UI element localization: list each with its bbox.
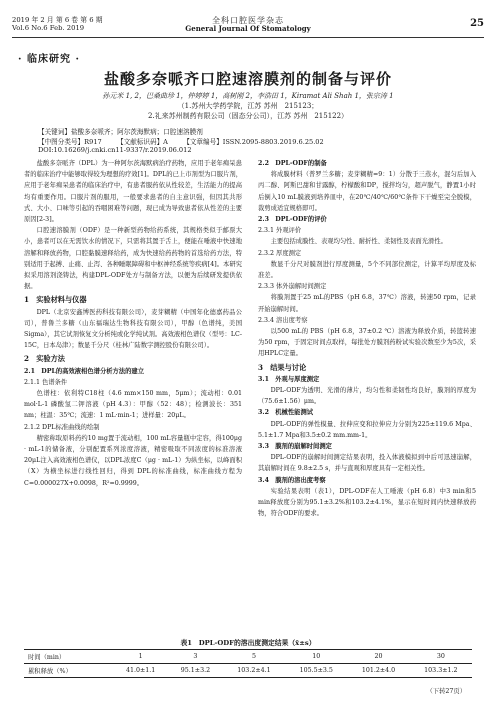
section-heading: 2.3 DPL-ODF的评价: [258, 216, 327, 224]
keywords: 【关键词】盐酸多奈哌齐；阿尔茨海默病；口腔速溶膜剂: [38, 128, 203, 136]
section-heading: 2 实验方法: [24, 354, 65, 364]
header-rule: [12, 37, 484, 38]
paragraph: 色谱柱：依利特C18柱（4.6 mm×150 mm，5μm）；流动相：0.01 mol·L-1 磷酸氢二钾溶液（pH 4.3）：甲醇（52：48）；检测波长：351 nm；柱温：35℃；流速：1 mL·min-1；进样量：20μL。: [24, 390, 242, 420]
paragraph: DPL-ODF的弹性模量、拉伸应变和拉伸应力分别为225±119.6 Mpa、5.1±1.7 Mpa和3.5±0.2 mm.mm-1。: [258, 420, 476, 439]
section-heading: 3.3 膜剂的崩解时间测定: [258, 443, 332, 451]
continued-note: （下转27页）: [426, 688, 466, 695]
section-heading: 2.3.2 厚度测定: [258, 249, 302, 257]
paragraph: 精密称取原料药约10 mg置于流动相，100 mL容量瓶中定容，得100μg · mL-1的储备液，分别配置系列浓度溶液，精密吸取不同浓度的标准溶液20μL注入高效液相色谱仪，以DPL浓度C（μg · mL-1）为纵坐标，以峰面积（X）为横坐标进行线性回归，得到 DPL的标准曲线，标准曲线方程为C=0.000027X+0.0098，R²=0.9999。: [24, 434, 242, 487]
body-column-left: [24, 158, 242, 489]
table-cell: 3: [168, 650, 223, 664]
clc-number: 【中图分类号】R917: [38, 138, 102, 146]
section-heading: 2.1.2 DPL标准曲线的绘制: [24, 423, 100, 431]
paragraph: 实验结果表明（表1），DPL-ODF在人工唾液（pH 6.8）中3 min和5 min释放度分别为95.1±3.2%和103.2±4.1%，显示在短时间内快速释放药物，符合ODF的要求。: [258, 487, 476, 518]
journal-name-en: General Journal Of Stomatology: [185, 24, 311, 33]
table-cell: 1: [113, 650, 168, 664]
author-list: 孙元米 1, 2，巴桑曲珍 1，仲婷婷 1，高树刚 2，李浩田 1，Kiramat Ali Shah 1，张宗涛 1: [102, 92, 394, 100]
paragraph: 将膜剂置于25 mL的PBS（pH 6.8，37℃）溶液，转速50 rpm，记录开始崩解时间。: [258, 294, 476, 313]
page-number: 25: [470, 18, 484, 29]
paragraph: 口腔速溶膜剂（ODF）是一种新型药物给药系统，其规格类似于邮票大小，患者可以在无需饮水的情况下，只需将其置于舌上，便能在唾液中快速地溶解和释放药物，口腔黏膜速释给药，成为快速给药药物的首选给药方法，特别适用于起搏、止痛、止泻、各种睡眠障碍和中枢神经系统等疾病[4]。本研究拟采用溶剂浇铸法，构建DPL-ODF处方与制备方法，以便为后续研发提供依据。: [24, 227, 242, 291]
doi: DOI:10.16269/j.cnki.cn11-9337/r.2019.06.012: [38, 146, 192, 154]
paragraph: 将成膜材料（普罗兰多糖；麦芽糊精=9：1）分散于三蒸水，混匀后加入丙二醇、阿斯巴甜和甘露醇，柠檬酸和DP，搅拌均匀，超声脱气，静置1小时后倒入10 mL膜液到培养皿中，在20℃/40℃/60℃条件下干燥至完全脱模，裁剪成适宜规格即可。: [258, 171, 476, 212]
document-code: 【文献标识码】A: [117, 138, 168, 146]
paragraph: 以500 mL的 PBS（pH 6.8，37±0.2 ℃）溶液为释放介质，转篮转速为50 rpm，于固定时间点取样，每批处方膜剂药粉试实验次数至少为5次，采用HPLC定量。: [258, 328, 476, 358]
affiliation-1: （1.苏州大学药学院，江苏 苏州 215123；: [177, 102, 319, 110]
classification-meta: [38, 136, 324, 146]
article-issn: 【文章编号】ISSN.2095-8803.2019.6.25.02: [183, 138, 324, 146]
dissolution-table: [24, 649, 472, 678]
table-caption: 表1 DPL-ODF的溶出度测定结果（x̄±s）: [180, 639, 316, 647]
paragraph: DPL（北京安鑫博医药科技有限公司），麦芽糊精（中国年化德嘉药品公司），普鲁兰多糖（山东福瑞达生物科技有限公司），甲醇（色谱纯，美国 Sigma），其它试剂恢复文分析纯或化学纯试剂。高效液相色谱仪（型号：LC-15C，日本岛津）；数显千分尺（桂林广陆数字测控股份有限公司）。: [24, 308, 242, 350]
section-heading: 2.2 DPL-ODF的制备: [258, 160, 327, 167]
table-cell: 101.2±4.0: [347, 664, 409, 678]
paragraph: 数显千分尺对膜剂进行厚度测量，5个不同部位测定，计算平均厚度及标准差。: [258, 260, 476, 280]
journal-name-cn: 全科口腔医学杂志: [212, 16, 284, 25]
table-cell: 10: [285, 650, 347, 664]
table-cell: 105.5±3.5: [285, 664, 347, 678]
affiliation-2: 2.礼来苏州制药有限公司（固态分公司），江苏 苏州 215122）: [147, 112, 349, 120]
body-column-right: [258, 158, 476, 520]
issue-date-en: Vol.6 No.6 Feb. 2019: [12, 24, 85, 32]
table-cell: 30: [410, 650, 472, 664]
section-label: · 临床研究 ·: [18, 54, 80, 65]
paragraph: 盐酸多奈哌齐（DPL）为一种阿尔茨海默病治疗药物，应用于老年痴呆患者的临床治疗中能够取得较为理想的疗效[1]。DPL的已上市剂型为口服片剂，应用于老年痴呆患者的临床治疗中，有患者服药依从性较差，生活能力的提高均有重要作用。口服片剂的服用，一般要求患者的自主意识强，但因其共形式、大小、口味等引起的吞咽困难等问题，现已成为导致患者依从性差的主要原因[2-3]。: [24, 160, 242, 224]
table-cell: 5: [223, 650, 285, 664]
section-heading: 3 结果与讨论: [258, 362, 307, 372]
paragraph: 主要包括成膜性、表观均匀性、耐折性、柔韧性及表面光滑性。: [270, 238, 447, 246]
running-header: [12, 6, 484, 36]
section-heading: 3.4 膜剂的溶出度考察: [258, 476, 326, 484]
article-title: 盐酸多奈哌齐口腔速溶膜剂的制备与评价: [103, 70, 392, 88]
section-heading: 2.3.1 外观评价: [258, 227, 302, 235]
table-cell: 103.3±1.2: [410, 664, 472, 678]
issue-date-cn: 2019 年 2 月 第 6 卷 第 6 期: [12, 16, 103, 24]
table-cell: 95.1±3.2: [168, 664, 223, 678]
table-row: [24, 664, 472, 678]
table-header-row: [24, 650, 472, 664]
table-cell: 103.2±4.1: [223, 664, 285, 678]
section-heading: 2.3.3 体外崩解时间测定: [258, 283, 327, 291]
table-cell: 累积释放（%）: [24, 664, 113, 678]
table-cell: 20: [347, 650, 409, 664]
section-heading: 3.1 外观与厚度测定: [258, 375, 320, 383]
section-heading: 2.3.4 溶出度考察: [258, 316, 308, 324]
paragraph: DPL-ODF为透明、光滑的薄片，均匀性和柔韧性均良好，膜剂的厚度为（75.6±1.56）μm。: [258, 387, 476, 406]
table-cell: 时间（min）: [24, 650, 113, 664]
section-heading: 2.1.1 色谱条件: [24, 378, 68, 386]
section-heading: 3.2 机械性能测试: [258, 409, 314, 417]
section-heading: 2.1 DPL的高效液相色谱分析方法的建立: [24, 367, 145, 375]
paragraph: DPL-ODF的崩解时间测定结果表明，投入体液模拟到中后可迅速崩解，其崩解时间在 9.8±2.5 s，并与直观和厚度具有一定相关性。: [258, 454, 476, 473]
section-heading: 1 实验材料与仪器: [24, 295, 87, 305]
table-cell: 41.0±1.1: [113, 664, 168, 678]
